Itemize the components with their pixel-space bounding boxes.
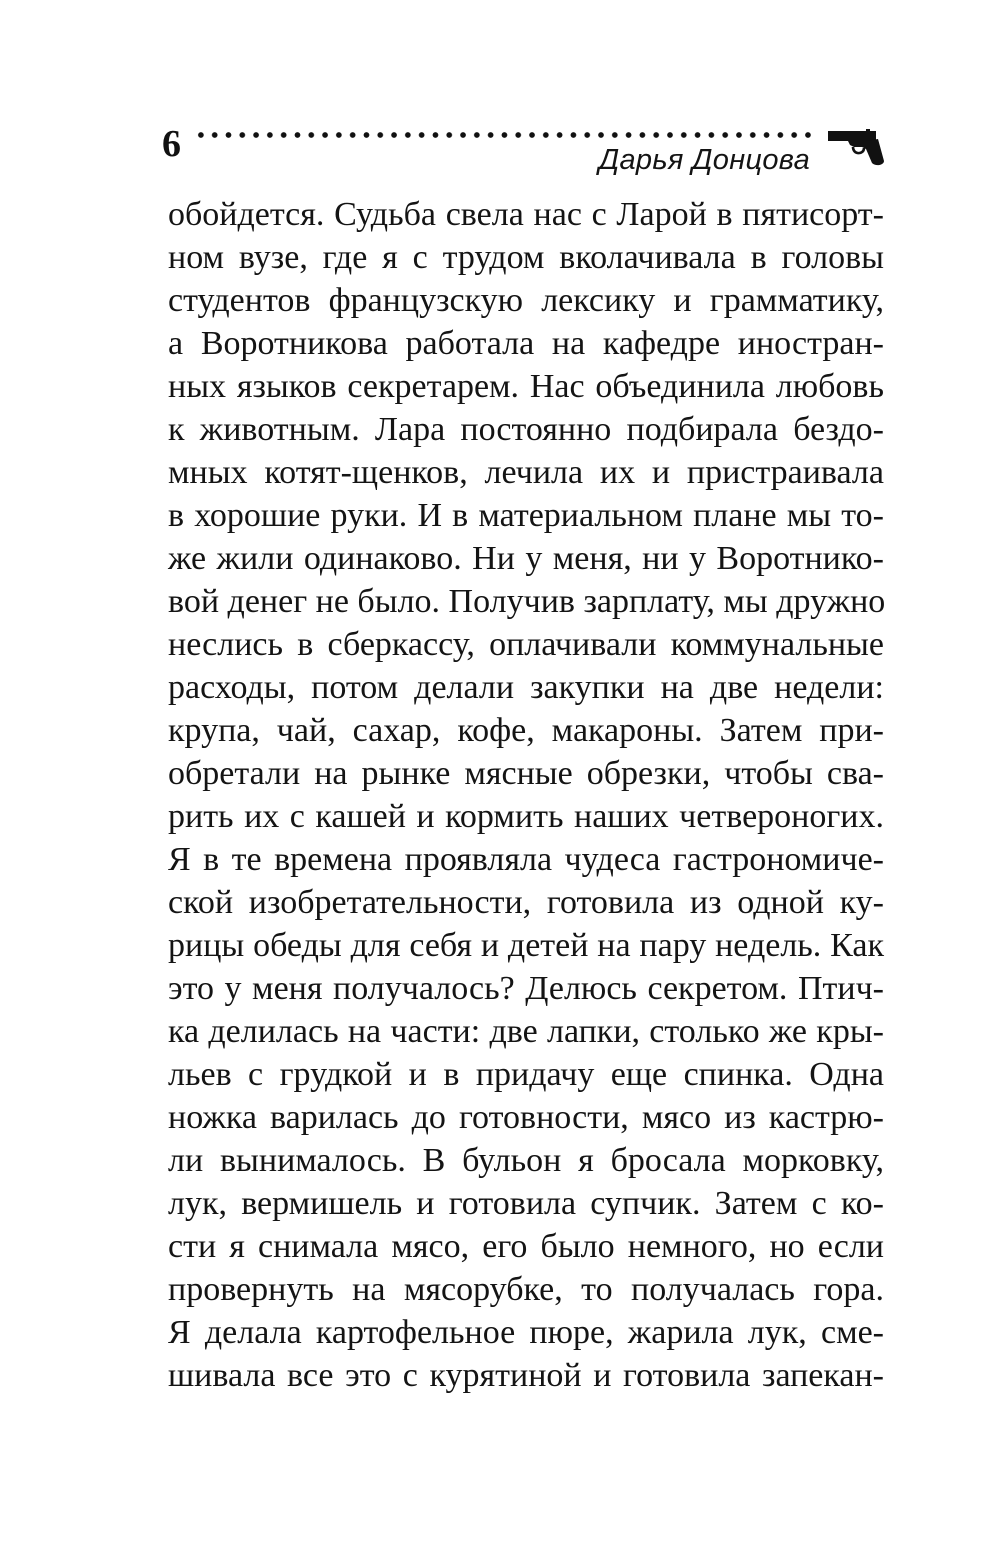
page-number: 6: [162, 123, 181, 165]
text-line: расходы, потом делали закупки на две недели:: [168, 669, 884, 706]
text-line: лук, вермишель и готовила супчик. Затем с ко-: [168, 1185, 884, 1222]
revolver-icon: [826, 127, 886, 169]
text-line: ном вузе, где я с трудом вколачивала в головы: [168, 239, 884, 276]
text-line: рицы обеды для себя и детей на пару недель. Как: [168, 927, 884, 964]
text-line: мных котят-щенков, лечила их и пристраивала: [168, 454, 884, 491]
author-name: Дарья Донцова: [598, 144, 810, 176]
text-line: же жили одинаково. Ни у меня, ни у Воротнико-: [168, 540, 884, 577]
text-line: ных языков секретарем. Нас объединила любовь: [168, 368, 884, 405]
text-line: ской изобретательности, готовила из одной ку-: [168, 884, 884, 921]
text-line: к животным. Лара постоянно подбирала бездо-: [168, 411, 884, 448]
text-line: это у меня получалось? Делюсь секретом. Птич-: [168, 970, 884, 1007]
dot-leader: [194, 131, 816, 139]
text-line: студентов французскую лексику и грамматику,: [168, 282, 884, 319]
text-line: в хорошие руки. И в материальном плане мы то-: [168, 497, 884, 534]
text-line: а Воротникова работала на кафедре иностран-: [168, 325, 884, 362]
text-line: провернуть на мясорубке, то получалась гора.: [168, 1271, 884, 1308]
text-line: ли вынималось. В бульон я бросала морковку,: [168, 1142, 884, 1179]
text-line: обойдется. Судьба свела нас с Ларой в пятисорт-: [168, 196, 884, 233]
text-line: вой денег не было. Получив зарплату, мы дружно: [168, 583, 886, 620]
text-line: крупа, чай, сахар, кофе, макароны. Затем при-: [168, 712, 884, 749]
text-line: Я в те времена проявляла чудеса гастрономиче-: [168, 841, 884, 878]
running-header: [0, 0, 1000, 200]
text-line: льев с грудкой и в придачу еще спинка. Одна: [168, 1056, 884, 1093]
text-line: ка делилась на части: две лапки, столько же кры-: [168, 1013, 884, 1050]
text-line: ножка варилась до готовности, мясо из кастрю-: [168, 1099, 884, 1136]
text-line: обретали на рынке мясные обрезки, чтобы сва-: [168, 755, 884, 792]
text-line: рить их с кашей и кормить наших четвероногих.: [168, 798, 884, 835]
text-line: шивала все это с курятиной и готовила запекан-: [168, 1357, 884, 1394]
text-line: сти я снимала мясо, его было немного, но если: [168, 1228, 884, 1265]
body-text: [168, 193, 884, 1397]
text-line: неслись в сберкассу, оплачивали коммунальные: [168, 626, 884, 663]
text-line: Я делала картофельное пюре, жарила лук, сме-: [168, 1314, 884, 1351]
